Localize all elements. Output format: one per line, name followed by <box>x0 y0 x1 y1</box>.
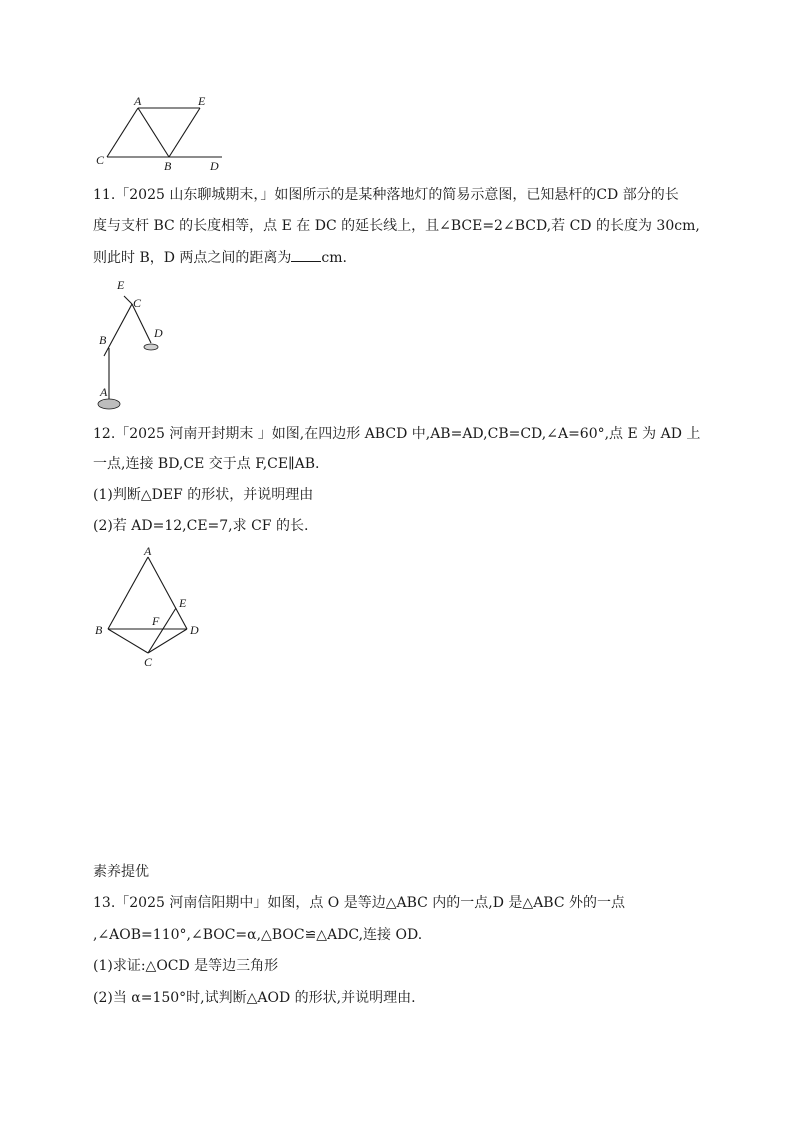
label-d: D <box>154 326 163 340</box>
label-e: E <box>117 278 125 292</box>
label-c: C <box>96 153 105 167</box>
label-c: C <box>144 655 153 669</box>
label-e: E <box>179 596 187 610</box>
label-e: E <box>198 94 206 108</box>
lamp-shade <box>144 344 158 350</box>
label-a: A <box>144 545 152 558</box>
q12-line-2: 一点,连接 BD,CE 交于点 F,CE∥AB. <box>93 456 320 472</box>
q11-line-3-suffix: cm. <box>321 250 347 266</box>
q11-line-3-prefix: 则此时 B，D 两点之间的距离为 <box>93 250 292 266</box>
segment-cd <box>148 629 187 653</box>
figure-3-quadrilateral-diagram <box>90 545 220 670</box>
segment-ab <box>108 557 148 629</box>
q12-line-1: 12.「2025 河南开封期末 」如图,在四边形 ABCD 中,AB=AD,CB=CD,∠A=60°,点 E 为 AD 上 <box>93 426 701 442</box>
q11-line-2: 度与支杆 BC 的长度相等，点 E 在 DC 的延长线上，且∠BCE=2∠BCD,若 CD 的长度为 30cm, <box>93 218 700 234</box>
lamp-base <box>98 399 120 409</box>
segment-ab <box>138 108 169 157</box>
label-b: B <box>95 623 103 637</box>
label-d: D <box>210 159 219 173</box>
segment-bc <box>108 629 148 653</box>
answer-blank <box>291 248 321 262</box>
q12-part-1: (1)判断△DEF 的形状，并说明理由 <box>93 487 314 503</box>
label-d: D <box>190 623 199 637</box>
figure-1-diagram <box>90 90 240 175</box>
segment-be <box>169 108 200 157</box>
section-title: 素养提优 <box>93 864 149 880</box>
arm-bc-extended <box>104 304 132 356</box>
q13-line-1: 13.「2025 河南信阳期中」如图，点 O 是等边△ABC 内的一点,D 是△ABC 外的一点 <box>93 895 626 911</box>
label-c: C <box>133 296 142 310</box>
label-b: B <box>99 333 107 347</box>
label-f: F <box>152 614 160 628</box>
label-a: A <box>134 94 142 108</box>
label-a: A <box>100 385 108 399</box>
q12-part-2: (2)若 AD=12,CE=7,求 CF 的长. <box>93 518 309 534</box>
q13-part-2: (2)当 α=150°时,试判断△AOD 的形状,并说明理由. <box>93 990 416 1006</box>
label-b: B <box>164 159 172 173</box>
q11-line-1: 11.「2025 山东聊城期末，」如图所示的是某种落地灯的简易示意图，已知悬杆的CD 部分的长 <box>93 187 679 203</box>
q13-part-1: (1)求证:△OCD 是等边三角形 <box>93 958 279 974</box>
segment-ec <box>124 296 132 304</box>
figure-2-lamp-diagram <box>90 276 180 414</box>
q13-line-2: ,∠AOB=110°,∠BOC=α,△BOC≌△ADC,连接 OD. <box>93 927 423 943</box>
segment-ca <box>107 108 138 157</box>
q11-line-3 <box>93 248 347 267</box>
